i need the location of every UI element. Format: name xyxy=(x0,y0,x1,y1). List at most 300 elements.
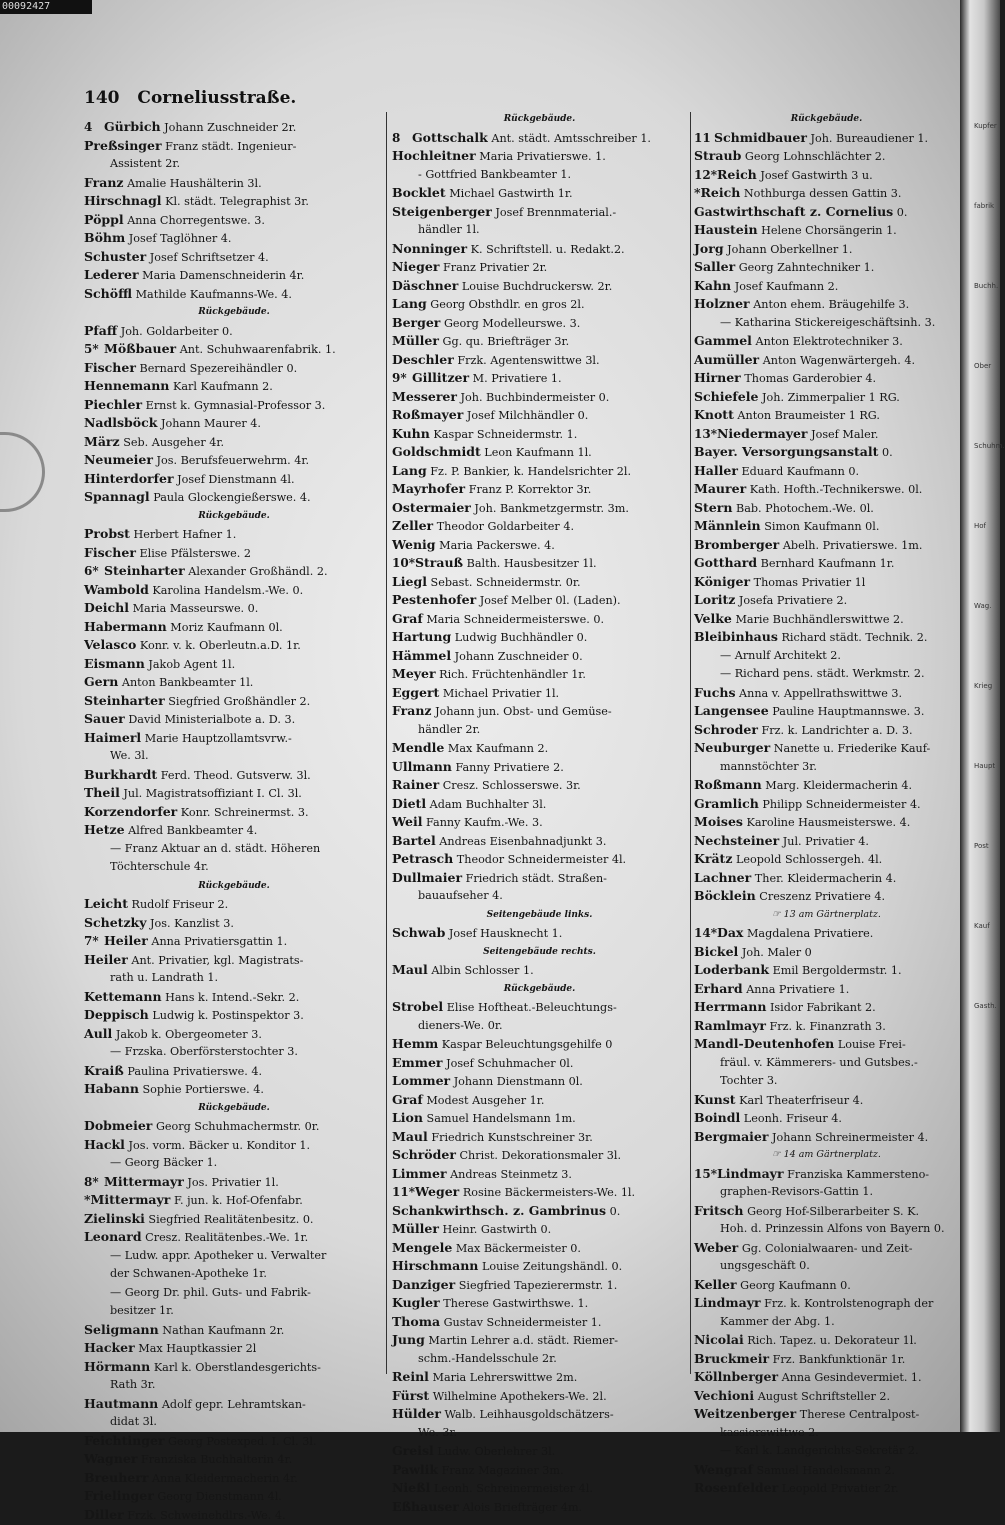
column-1 xyxy=(84,118,384,1524)
directory-entry xyxy=(694,684,959,703)
resident-name: Heiler xyxy=(84,951,128,967)
resident-name: Schwab xyxy=(392,925,446,940)
resident-name: Ostermaier xyxy=(392,499,471,515)
directory-entry xyxy=(392,1331,687,1350)
entry-details: Josef Schuhmacher 0l. xyxy=(446,1056,574,1070)
directory-entry xyxy=(84,322,384,341)
entry-details: Leonh. Schreinermeister 4l. xyxy=(433,1482,593,1495)
entry-details: Samuel Handelsmann 2. xyxy=(756,1463,895,1477)
entry-details: Josef Schriftsetzer 4. xyxy=(149,250,269,264)
entry-details: händler 1l. xyxy=(418,223,480,236)
resident-name: Reinl xyxy=(392,1369,429,1384)
directory-entry xyxy=(694,443,959,462)
resident-name: Leonard xyxy=(84,1229,142,1244)
entry-details: Theodor Goldarbeiter 4. xyxy=(436,520,574,533)
resident-name: Lang xyxy=(392,296,427,311)
directory-entry xyxy=(392,240,687,259)
resident-name: Dullmaier xyxy=(392,869,463,885)
directory-entry xyxy=(392,1146,687,1165)
entry-details: Jakob k. Obergeometer 3. xyxy=(115,1027,262,1041)
directory-entry xyxy=(392,1128,687,1147)
directory-entry xyxy=(694,1294,959,1313)
resident-name: Nießl xyxy=(392,1480,431,1495)
resident-name: Weitzenberger xyxy=(694,1406,797,1421)
entry-details: — Georg Bäcker 1. xyxy=(110,1156,218,1169)
entry-details: Paula Glockengießerswe. 4. xyxy=(153,491,311,504)
resident-name: Haller xyxy=(694,462,738,478)
resident-name: Loritz xyxy=(694,592,736,607)
resident-name: Hennemann xyxy=(84,378,170,393)
directory-entry xyxy=(392,314,687,333)
directory-entry xyxy=(84,433,384,452)
resident-name: Graf xyxy=(392,1091,423,1107)
entry-details: Josef Dienstmann 4l. xyxy=(177,472,295,486)
directory-entry xyxy=(392,961,687,980)
directory-entry xyxy=(392,1479,687,1498)
entry-details: 0. xyxy=(896,205,908,219)
directory-entry xyxy=(84,914,384,933)
entry-details: Nathan Kaufmann 2r. xyxy=(162,1323,285,1337)
entry-details: Anton Wagenwärtergeh. 4. xyxy=(762,353,915,367)
directory-entry xyxy=(392,499,687,518)
directory-entry xyxy=(392,129,687,148)
entry-details: Michael Gastwirth 1r. xyxy=(449,187,573,200)
resident-name: Steigenberger xyxy=(392,203,492,219)
resident-name: Ullmann xyxy=(392,758,452,774)
resident-name: Pöppl xyxy=(84,211,124,227)
entry-details: Alexander Großhändl. 2. xyxy=(188,565,328,578)
directory-entry xyxy=(392,388,687,407)
entry-details: Jos. Kanzlist 3. xyxy=(150,916,234,930)
directory-entry xyxy=(694,1405,959,1424)
entry-details: — Georg Dr. phil. Guts- und Fabrik- xyxy=(110,1285,311,1299)
resident-name: Nieger xyxy=(392,259,440,274)
entry-continuation xyxy=(84,1247,384,1266)
entry-details: Herbert Hafner 1. xyxy=(133,528,237,541)
directory-entry xyxy=(84,1339,384,1358)
resident-name: *Mittermayr xyxy=(84,1192,171,1207)
entry-details: Josef Gastwirth 3 u. xyxy=(760,168,873,182)
entry-details: Marie Hauptzollamtsvrw.- xyxy=(144,731,292,745)
resident-name: Danziger xyxy=(392,1276,456,1292)
directory-entry xyxy=(694,832,959,851)
entry-details: Johann jun. Obst- und Gemüse- xyxy=(435,705,612,718)
directory-entry xyxy=(84,1062,384,1081)
resident-name: Schmidbauer xyxy=(714,129,807,145)
directory-entry xyxy=(392,832,687,851)
margin-fragment: Buchh. xyxy=(974,282,999,290)
entry-details: Georg Kaufmann 0. xyxy=(740,1278,851,1292)
pointing-hand-icon: ☞ xyxy=(772,1149,784,1160)
entry-details: Joh. Maler 0 xyxy=(741,945,812,959)
entry-details: 0. xyxy=(881,446,893,459)
directory-entry xyxy=(694,221,959,240)
resident-name: Mendle xyxy=(392,740,445,755)
resident-name: Fritsch xyxy=(694,1202,744,1218)
directory-entry xyxy=(84,581,384,600)
directory-entry xyxy=(694,1017,959,1036)
directory-entry xyxy=(392,332,687,351)
entry-details: dieners-We. 0r. xyxy=(418,1018,503,1032)
directory-entry xyxy=(84,1117,384,1136)
entry-details: — Frzska. Oberförsterstochter 3. xyxy=(110,1045,298,1058)
entry-details: Franz städt. Ingenieur- xyxy=(165,139,297,153)
column-3 xyxy=(694,110,959,1498)
entry-details: Anna Gesindevermiet. 1. xyxy=(781,1371,922,1384)
resident-name: *Reich xyxy=(694,185,741,200)
resident-name: Velke xyxy=(694,610,732,626)
resident-name: Kuhn xyxy=(392,425,430,441)
entry-details: Joh. Goldarbeiter 0. xyxy=(120,324,233,338)
section-heading: Seitengebäude rechts. xyxy=(483,946,596,957)
resident-name: Schroder xyxy=(694,721,758,737)
entry-details: Anna Privatiersgattin 1. xyxy=(151,935,288,948)
directory-entry xyxy=(84,803,384,822)
entry-details: Kath. Hofth.-Technikerswe. 0l. xyxy=(749,483,923,496)
entry-continuation xyxy=(392,887,687,906)
entry-details: Hans k. Intend.-Sekr. 2. xyxy=(165,990,300,1004)
resident-name: Wagner xyxy=(84,1451,138,1466)
entry-details: Maria Damenschneiderin 4r. xyxy=(142,269,305,282)
resident-name: Zeller xyxy=(392,518,434,533)
directory-entry xyxy=(392,369,687,388)
resident-name: Graf xyxy=(392,610,423,626)
resident-name: Hetze xyxy=(84,822,125,837)
entry-details: Theodor Schneidermeister 4l. xyxy=(456,853,627,866)
entry-details: Georg Modelleurswe. 3. xyxy=(443,316,581,330)
resident-name: Rainer xyxy=(392,777,440,792)
directory-entry xyxy=(84,192,384,211)
entry-details: mannstöchter 3r. xyxy=(720,759,817,773)
entry-details: Fz. P. Bankier, k. Handelsrichter 2l. xyxy=(430,464,632,478)
entry-details: — Katharina Stickereigeschäftsinh. 3. xyxy=(720,315,936,329)
directory-entry xyxy=(84,895,384,914)
entry-details: Rath 3r. xyxy=(110,1378,156,1391)
margin-fragment: fabrik xyxy=(974,202,995,210)
section-heading: Rückgebäude. xyxy=(198,510,270,521)
directory-entry xyxy=(392,702,687,721)
entry-details: Martin Lehrer a.d. städt. Riemer- xyxy=(428,1334,618,1347)
entry-details: Pauline Hauptmannswe. 3. xyxy=(772,705,925,718)
entry-details: Leopold Privatier 2r. xyxy=(781,1482,899,1495)
resident-name: Habann xyxy=(84,1081,139,1096)
resident-name: Lindmayr xyxy=(694,1295,761,1310)
directory-entry xyxy=(392,554,687,573)
directory-entry xyxy=(694,1350,959,1369)
entry-details: Franziska Kammerstenо- xyxy=(787,1167,930,1181)
house-number: 8* xyxy=(84,1174,99,1189)
directory-entry xyxy=(392,610,687,629)
entry-details: Simon Kaufmann 0l. xyxy=(764,520,880,533)
entry-details: Josef Melber 0l. (Laden). xyxy=(479,594,621,607)
column-divider xyxy=(386,112,387,1374)
directory-entry xyxy=(392,1109,687,1128)
entry-details: We. 3r. xyxy=(418,1425,458,1439)
resident-name: Seligmann xyxy=(84,1321,159,1337)
resident-name: Schöffl xyxy=(84,285,133,301)
directory-entry xyxy=(392,1239,687,1258)
entry-details: Andreas Steinmetz 3. xyxy=(450,1167,572,1181)
entry-details: 0. xyxy=(609,1204,621,1218)
resident-name: Hinterdorfer xyxy=(84,470,174,486)
entry-details: Jos. vorm. Bäcker u. Konditor 1. xyxy=(128,1138,311,1152)
entry-details: bauaufseher 4. xyxy=(418,889,503,902)
directory-entry xyxy=(694,499,959,518)
entry-details: Rich. Früchtenhändler 1r. xyxy=(439,668,586,681)
resident-name: Vechioni xyxy=(694,1387,755,1403)
resident-name: Hacker xyxy=(84,1340,135,1355)
resident-name: Burkhardt xyxy=(84,766,158,782)
entry-details: Creszenz Privatiere 4. xyxy=(759,890,886,903)
resident-name: Lindmayr xyxy=(716,1165,784,1181)
directory-entry xyxy=(694,480,959,499)
resident-name: Kraiß xyxy=(84,1062,124,1078)
entry-details: M. Privatiere 1. xyxy=(472,372,562,385)
resident-name: Lion xyxy=(392,1110,423,1125)
directory-entry xyxy=(694,869,959,888)
entry-details: — Arnulf Architekt 2. xyxy=(720,648,841,662)
directory-entry xyxy=(392,462,687,481)
entry-continuation xyxy=(392,1424,687,1443)
house-number: 9* xyxy=(392,371,407,385)
entry-details: Anna Privatiere 1. xyxy=(746,982,850,996)
resident-name: Schuster xyxy=(84,248,147,264)
directory-entry xyxy=(84,932,384,951)
entry-details: Leopold Schlossergeh. 4l. xyxy=(735,853,883,866)
directory-entry xyxy=(392,813,687,832)
resident-name: Hartung xyxy=(392,629,452,644)
directory-entry xyxy=(84,1321,384,1340)
resident-name: Mayrhofer xyxy=(392,481,466,496)
resident-name: Greisl xyxy=(392,1443,434,1458)
directory-entry xyxy=(84,544,384,563)
entry-details: Assistent 2r. xyxy=(110,157,181,170)
entry-details: Frz. k. Finanzrath 3. xyxy=(769,1019,886,1033)
directory-entry xyxy=(84,1136,384,1155)
directory-entry xyxy=(392,665,687,684)
entry-details: Paulina Privatierswe. 4. xyxy=(127,1064,263,1078)
directory-entry xyxy=(694,1128,959,1147)
directory-entry xyxy=(392,184,687,203)
entry-details: Ther. Kleidermacherin 4. xyxy=(754,871,897,885)
entry-details: Anton Braumeister 1 RG. xyxy=(737,409,880,422)
resident-name: Fürst xyxy=(392,1387,430,1403)
resident-name: Sauer xyxy=(84,711,125,726)
entry-details: Hoh. d. Prinzessin Alfons von Bayern 0. xyxy=(720,1222,945,1235)
entry-details: Emil Bergoldermstr. 1. xyxy=(772,964,902,977)
entry-details: Elise Hoftheat.-Beleuchtungs- xyxy=(446,1001,617,1014)
resident-name: Neumeier xyxy=(84,452,153,467)
pointer-note xyxy=(694,906,959,925)
entry-details: Georg Zahntechniker 1. xyxy=(738,261,875,274)
resident-name: Hämmel xyxy=(392,647,452,663)
resident-name: Gern xyxy=(84,674,119,689)
resident-name: Hirschmann xyxy=(392,1258,479,1273)
resident-name: Erhard xyxy=(694,980,743,996)
entry-continuation xyxy=(84,1265,384,1284)
directory-entry xyxy=(84,414,384,433)
margin-fragment: Post xyxy=(974,842,989,850)
entry-details: Cresz. Schlosserswe. 3r. xyxy=(442,779,581,792)
entry-details: Josef Hausknecht 1. xyxy=(448,927,563,940)
section-heading: Rückgebäude. xyxy=(503,114,576,124)
directory-entry xyxy=(694,147,959,166)
entry-details: Philipp Schneidermeister 4. xyxy=(762,797,921,811)
resident-name: März xyxy=(84,433,120,449)
resident-name: Feichtinger xyxy=(84,1432,165,1448)
entry-details: Maria Masseurswe. 0. xyxy=(132,602,259,615)
entry-continuation xyxy=(392,166,687,185)
entry-details: Gustav Schneidermeister 1. xyxy=(443,1315,602,1329)
entry-details: Franziska Buchhalterin 4r. xyxy=(140,1453,293,1466)
entry-details: besitzer 1r. xyxy=(110,1304,174,1317)
entry-details: Abelh. Privatierswe. 1m. xyxy=(782,538,923,552)
directory-entry xyxy=(84,488,384,507)
resident-name: Haustein xyxy=(694,222,758,237)
entry-details: Jos. Berufsfeuerwehrm. 4r. xyxy=(156,454,310,467)
resident-name: Heiler xyxy=(104,933,148,948)
resident-name: Pestenhofer xyxy=(392,592,477,607)
directory-entry xyxy=(392,203,687,222)
pointing-hand-icon: ☞ xyxy=(772,908,784,920)
resident-name: Lang xyxy=(392,462,427,478)
resident-name: Neuburger xyxy=(694,740,771,755)
entry-details: Siegfried Realitätenbesitz. 0. xyxy=(148,1212,314,1226)
resident-name: Hautmann xyxy=(84,1395,159,1411)
resident-name: Böhm xyxy=(84,230,126,245)
entry-details: Friedrich Kunstschreiner 3r. xyxy=(431,1130,593,1144)
resident-name: Piechler xyxy=(84,396,143,412)
directory-entry xyxy=(84,710,384,729)
directory-entry xyxy=(392,1294,687,1313)
entry-details: Siegfried Großhändler 2. xyxy=(168,694,311,708)
directory-entry xyxy=(392,1498,687,1517)
resident-name: Deschler xyxy=(392,351,454,367)
directory-entry xyxy=(694,850,959,869)
resident-name: Messerer xyxy=(392,388,457,404)
directory-entry xyxy=(694,1461,959,1480)
directory-entry xyxy=(392,795,687,814)
entry-details: Andreas Eisenbahnadjunkt 3. xyxy=(439,834,607,848)
resident-name: Wenig xyxy=(392,536,436,552)
resident-name: Habermann xyxy=(84,618,167,634)
house-number: 8 xyxy=(392,130,401,145)
entry-details: Kl. städt. Telegraphist 3r. xyxy=(165,195,309,208)
scan-id-label: 00092427 xyxy=(0,0,92,14)
resident-name: Spannagl xyxy=(84,489,150,504)
resident-name: Bocklet xyxy=(392,185,446,200)
entry-continuation xyxy=(694,1220,959,1239)
entry-details: der Schwanen-Apotheke 1r. xyxy=(110,1267,267,1280)
directory-entry xyxy=(694,295,959,314)
entry-details: Ludw. Oberlehrer 3l. xyxy=(437,1445,556,1458)
entry-continuation xyxy=(84,1043,384,1062)
resident-name: Maul xyxy=(392,962,428,977)
margin-fragment: Wag. xyxy=(974,602,992,610)
directory-entry xyxy=(84,211,384,230)
directory-entry xyxy=(84,1006,384,1025)
directory-entry xyxy=(392,443,687,462)
margin-fragment: Schuhm. xyxy=(974,442,1005,450)
entry-details: Sebast. Schneidermstr. 0r. xyxy=(430,575,581,589)
entry-details: Frzk. Schweinehdlrs.-We. 4. xyxy=(127,1508,286,1522)
resident-name: Steinharter xyxy=(104,563,185,578)
directory-entry xyxy=(694,129,959,148)
entry-details: Ludwig Buchhändler 0. xyxy=(454,631,588,644)
entry-details: Josef Kaufmann 2. xyxy=(734,279,839,293)
directory-entry xyxy=(694,1387,959,1406)
directory-entry xyxy=(84,784,384,803)
entry-details: Anton Bankbeamter 1l. xyxy=(121,676,254,689)
directory-entry xyxy=(694,628,959,647)
house-number: 5* xyxy=(84,342,99,356)
entry-continuation xyxy=(694,314,959,333)
directory-entry xyxy=(84,1025,384,1044)
entry-details: Alfred Bankbeamter 4. xyxy=(128,824,258,837)
entry-details: Mathilde Kaufmanns-We. 4. xyxy=(135,287,292,301)
directory-entry xyxy=(392,1442,687,1461)
entry-details: Gg. Colonialwaaren- und Zeit- xyxy=(741,1241,913,1255)
directory-entry xyxy=(694,184,959,203)
entry-details: Therese Gastwirthswe. 1. xyxy=(443,1297,589,1310)
resident-name: Bromberger xyxy=(694,536,780,552)
directory-entry xyxy=(694,240,959,259)
entry-details: Moriz Kaufmann 0l. xyxy=(170,620,283,634)
resident-name: Maul xyxy=(392,1128,428,1144)
resident-name: Hirner xyxy=(694,370,741,385)
entry-details: Wilhelmine Apothekers-We. 2l. xyxy=(432,1389,607,1403)
resident-name: Lachner xyxy=(694,869,752,885)
directory-entry xyxy=(694,1202,959,1221)
resident-name: Eggert xyxy=(392,684,440,700)
directory-entry xyxy=(84,988,384,1007)
entry-details: Josefa Privatiere 2. xyxy=(738,594,848,607)
resident-name: Deppisch xyxy=(84,1007,149,1022)
directory-entry xyxy=(694,166,959,185)
resident-name: Kunst xyxy=(694,1091,736,1107)
entry-details: Jakob Agent 1l. xyxy=(148,657,236,671)
entry-details: Bab. Photochem.-We. 0l. xyxy=(736,501,874,515)
resident-name: Breuherr xyxy=(84,1469,149,1485)
resident-name: Meyer xyxy=(392,666,436,681)
directory-entry xyxy=(392,258,687,277)
resident-name: Straub xyxy=(694,148,742,163)
house-number: 10* xyxy=(392,556,415,570)
directory-entry xyxy=(694,369,959,388)
entry-details: Samuel Handelsmann 1m. xyxy=(426,1112,576,1125)
resident-name: Frielinger xyxy=(84,1488,154,1503)
directory-entry xyxy=(694,1091,959,1110)
entry-details: - Gottfried Bankbeamter 1. xyxy=(418,167,572,181)
directory-entry xyxy=(694,739,959,758)
directory-entry xyxy=(694,776,959,795)
entry-details: Töchterschule 4r. xyxy=(110,860,209,873)
resident-name: Roßmann xyxy=(694,777,762,792)
entry-continuation xyxy=(392,221,687,240)
entry-details: Georg Schuhmachermstr. 0r. xyxy=(155,1120,320,1133)
next-page-edge xyxy=(960,0,1005,1432)
house-number: 11* xyxy=(392,1185,415,1199)
entry-details: Johann Oberkellner 1. xyxy=(727,242,853,256)
entry-details: Joh. Buchbindermeister 0. xyxy=(460,390,610,404)
entry-details: Karl Theaterfriseur 4. xyxy=(739,1093,864,1107)
entry-details: Jul. Magistratsoffiziant I. Cl. 3l. xyxy=(123,787,302,800)
entry-details: Cresz. Realitätenbes.-We. 1r. xyxy=(145,1231,309,1244)
directory-entry xyxy=(84,359,384,378)
entry-details: Anna Kleidermacherin 4r. xyxy=(151,1471,298,1485)
resident-name: Königer xyxy=(694,573,751,589)
entry-details: Michael Privatier 1l. xyxy=(442,686,560,700)
